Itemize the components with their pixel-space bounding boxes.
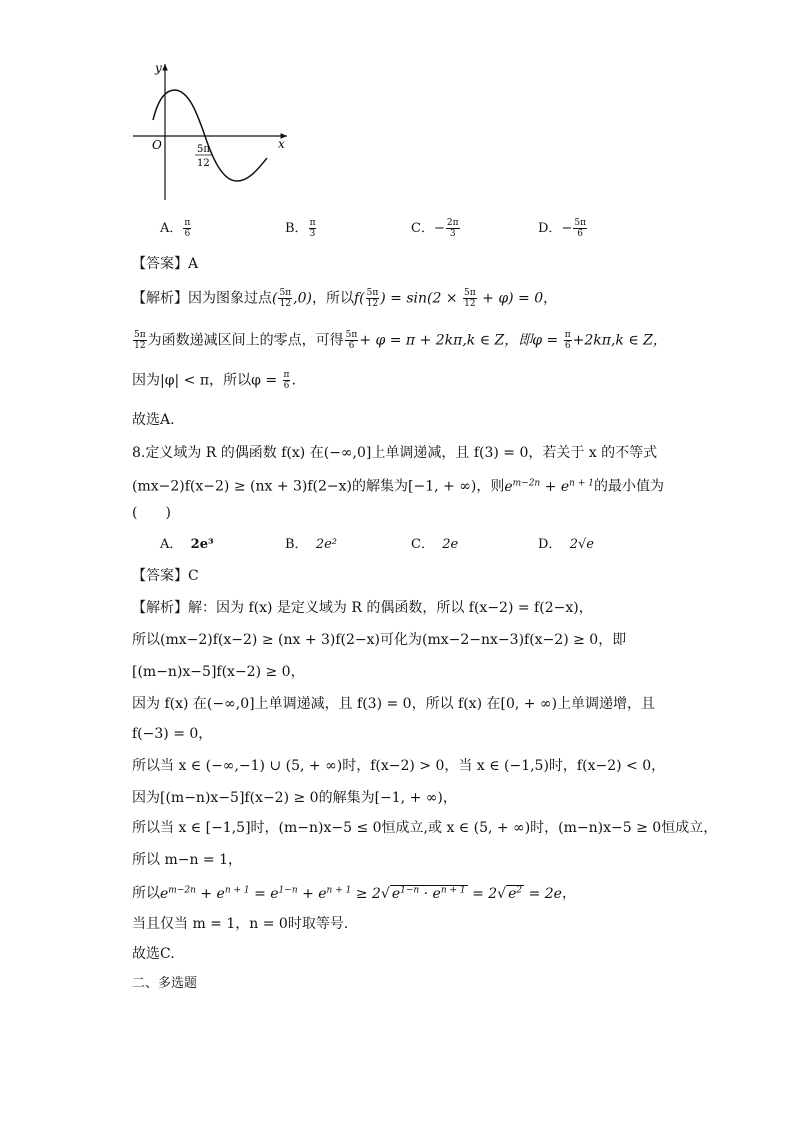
q7-analysis-line2: $\frac{5\pi}{12}$ 为函数递减区间上的零点，可得 $\frac{5\pi}{6}$ + φ = π + 2kπ,k ∈ Z，即φ = $\frac{\pi}{6}$ +2kπ,k ∈ Z， [134,330,667,351]
q8-option-b[interactable]: B． 2e² [285,537,338,552]
q8-option-a[interactable]: A． 2e³ [160,537,214,552]
q8-analysis-line9: 所以 m−n = 1， [132,852,243,868]
q8-option-c[interactable]: C． 2e [411,537,459,552]
q7-option-c[interactable]: C．− $\frac{2\pi}{3}$ [411,218,459,239]
q8-analysis-line2: 所以(mx−2)f(x−2) ≥ (nx + 3)f(2−x)可化为(mx−2−nx−3)f(x−2) ≥ 0，即 [132,632,627,648]
q8-stem-line2: (mx−2)f(x−2) ≥ (nx + 3)f(2−x)的解集为[−1, + ∞)，则$e^{m-2n} + e^{n + 1}$的最小值为 [132,478,664,495]
q8-conclusion: 故选C. [132,946,175,962]
q7-option-c-frac: $\frac{2\pi}{3}$ [446,218,459,239]
q8-analysis-line10: 所以$e^{m-2n} + e^{n + 1} = e^{1-n} + e^{n + 1} \ge 2√$ $e^{1-n} \cdot e^{n + 1} = 2√$ $e^2 = 2e$， [132,885,576,902]
q7-answer: 【答案】A [132,256,199,272]
q8-analysis-line8: 所以当 x ∈ [−1,5]时，(m−n)x−5 ≤ 0恒成立,或 x ∈ (5, + ∞)时，(m−n)x−5 ≥ 0恒成立， [132,820,718,836]
section-heading: 二、多选题 [132,976,198,991]
q7-option-a[interactable]: A． $\frac{\pi}{6}$ [160,218,191,239]
zero-label-num: 5π [197,144,210,155]
q8-stem-line3: ( ) [132,505,171,521]
q8-analysis-line6: 所以当 x ∈ (−∞,−1) ∪ (5, + ∞)时，f(x−2) > 0，当 x ∈ (−1,5)时，f(x−2) < 0， [132,758,666,774]
q7-option-b-frac: $\frac{\pi}{3}$ [309,218,316,239]
q8-analysis-line4: 因为 f(x) 在(−∞,0]上单调递减，且 f(3) = 0，所以 f(x) 在[0, + ∞)上单调递增，且 [132,696,656,712]
q8-analysis-line1: 【解析】解：因为 f(x) 是定义域为 R 的偶函数，所以 f(x−2) = f(2−x)， [132,600,593,616]
q7-analysis-line3: 因为|φ| < π，所以φ = $\frac{\pi}{6}$ . [132,370,296,391]
y-axis-label: y [155,61,162,75]
q8-option-d[interactable]: D． 2√e [538,537,594,552]
q7-analysis-line1: 【解析】因为图象过点( $\frac{5\pi}{12}$ ,0)，所以f( $\frac{5\pi}{12}$ ) = sin(2 × $\frac{5\pi}{12}$ + φ) = 0， [132,288,558,309]
q8-answer: 【答案】C [132,568,199,584]
q8-analysis-line7: 因为[(m−n)x−5]f(x−2) ≥ 0的解集为[−1, + ∞)， [132,790,457,806]
zero-label-den: 12 [197,158,210,169]
sine-graph [125,58,295,208]
q8-stem-line1: 8.定义域为 R 的偶函数 f(x) 在(−∞,0]上单调递减，且 f(3) = 0，若关于 x 的不等式 [132,445,658,461]
q7-conclusion: 故选A. [132,412,175,428]
q7-option-d[interactable]: D．− $\frac{5\pi}{6}$ [538,218,586,239]
x-axis-label: x [278,137,285,151]
q7-option-a-frac: $\frac{\pi}{6}$ [184,218,191,239]
q7-option-b[interactable]: B． $\frac{\pi}{3}$ [285,218,316,239]
q8-analysis-line5: f(−3) = 0， [132,726,213,742]
origin-label: O [152,138,162,152]
q7-option-d-frac: $\frac{5\pi}{6}$ [574,218,586,239]
q8-analysis-line3: [(m−n)x−5]f(x−2) ≥ 0， [132,664,305,680]
q8-analysis-line11: 当且仅当 m = 1，n = 0时取等号. [132,916,349,932]
